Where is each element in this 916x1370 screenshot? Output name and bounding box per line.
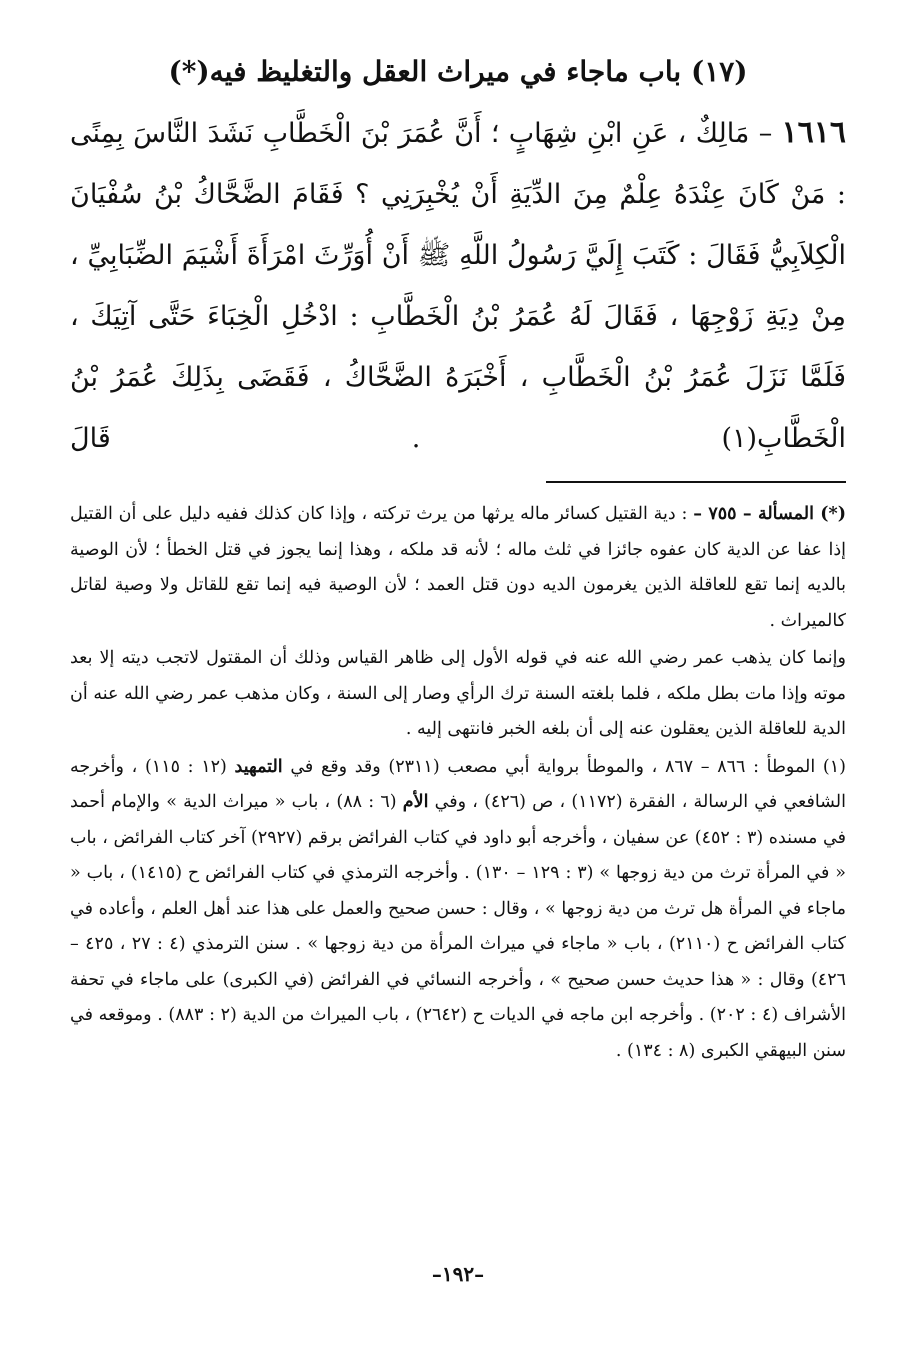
footnote-divider: [546, 481, 846, 483]
hadith-body: – مَالِكٌ ، عَنِ ابْنِ شِهَابٍ ؛ أَنَّ عُمَرَ بْنَ الْخَطَّابِ نَشَدَ النَّاسَ بِمِنًى : مَنْ كَانَ عِنْدَهُ عِلْمٌ مِنَ الدِّيَةِ أَنْ يُخْبِرَنِي ؟ فَقَامَ الضَّحَّاكُ بْنُ سُفْيَانَ الْكِلاَبِيُّ فَقَالَ : كَتَبَ إِلَيَّ رَسُولُ اللَّهِ ﷺ أَنْ أُوَرِّثَ امْرَأَةَ أَشْيَمَ الضِّبَابِيِّ ، مِنْ دِيَةِ زَوْجِهَا ، فَقَالَ لَهُ عُمَرُ بْنُ الْخَطَّابِ : ادْخُلِ الْخِبَاءَ حَتَّى آتِيَكَ ، فَلَمَّا نَزَلَ عُمَرُ بْنُ الْخَطَّابِ ، أَخْبَرَهُ الضَّحَّاكُ ، فَقَضَى بِذَلِكَ عُمَرُ بْنُ الْخَطَّابِ(١) . قَالَ: [70, 118, 846, 454]
commentary-paragraph: وإنما كان يذهب عمر رضي الله عنه في قوله الأول إلى ظاهر القياس وذلك أن المقتول لاتجب ديته إلا بعد موته وإذا مات بطل ملكه ، فلما بلغته السنة ترك الرأي وصار إلى السنة ، وكان مذهب عمر رضي الله عنه أن الدية للعاقلة الذين يعقلون عنه إلى أن بلغه الخبر فانتهى إليه .: [70, 648, 846, 739]
masala-text: : دية القتيل كسائر ماله يرثها من يرث تركته ، وإذا كان كذلك ففيه دليل على أن القتيل إذا عفا عن الدية كان عفوه جائزا في ثلث ماله ؛ لأنه قد ملكه ، وهذا إنما يجوز في قتل الخطأ ؛ لأن الوصية بالديه إنما تقع للعاقلة الذين يغرمون الديه دون قتل العمد ؛ لأن الوصية فيه إنما تقع للقاتل ولا وصية لقاتل كالميراث .: [70, 504, 846, 631]
footnote-1: [70, 750, 846, 1070]
footnote-1-part-a: (١) الموطأ : ٨٦٦ – ٨٦٧ ، والموطأ برواية أبي مصعب (٢٣١١) وقد وقع في: [290, 756, 846, 777]
hadith-number: ١٦١٦: [781, 115, 846, 150]
page-number: –١٩٢–: [431, 1262, 485, 1286]
masala-label: (*) المسألة – ٧٥٥ –: [693, 504, 846, 524]
masala-note: [70, 497, 846, 639]
hadith-text: [70, 102, 846, 469]
footnote-1-part-b: (١٢ : ١١٥) ، وأخرجه الشافعي في الرسالة ، الفقرة (١١٧٢) ، ص (٤٢٦) ، وفي: [70, 756, 846, 812]
footnote-1-part-c: (٦ : ٨٨) ، باب « ميراث الدية » والإمام أحمد في مسنده (٣ : ٤٥٢) عن سفيان ، وأخرجه أبو داود في كتاب الفرائض برقم (٢٩٢٧) آخر كتاب الفرائض ، باب « في المرأة ترث من دية زوجها » (٣ : ١٢٩ – ١٣٠) . وأخرجه الترمذي في كتاب الفرائض ح (١٤١٥) ، باب « ماجاء في المرأة هل ترث من دية زوجها » ، وقال : حسن صحيح والعمل على هذا عند أهل العلم ، وأعاده في كتاب الفرائض ح (٢١١٠) ، باب « ماجاء في ميراث المرأة من دية زوجها » . سنن الترمذي (٤ : ٢٧ ، ٤٢٥ – ٤٢٦) وقال : « هذا حديث حسن صحيح » ، وأخرجه النسائي في الفرائض (في الكبرى) على ماجاء في تحفة الأشراف (٤ : ٢٠٢) . وأخرجه ابن ماجه في الديات ح (٢٦٤٢) ، باب الميراث من الدية (٢ : ٨٨٣) . وموقعه في سنن البيهقي الكبرى (٨ : ١٣٤) .: [70, 792, 846, 1061]
chapter-title: (١٧) باب ماجاء في ميراث العقل والتغليظ فيه(*): [168, 55, 748, 88]
footnote-1-tamhid: التمهيد: [234, 756, 283, 777]
footnote-1-umm: الأم: [402, 792, 429, 812]
